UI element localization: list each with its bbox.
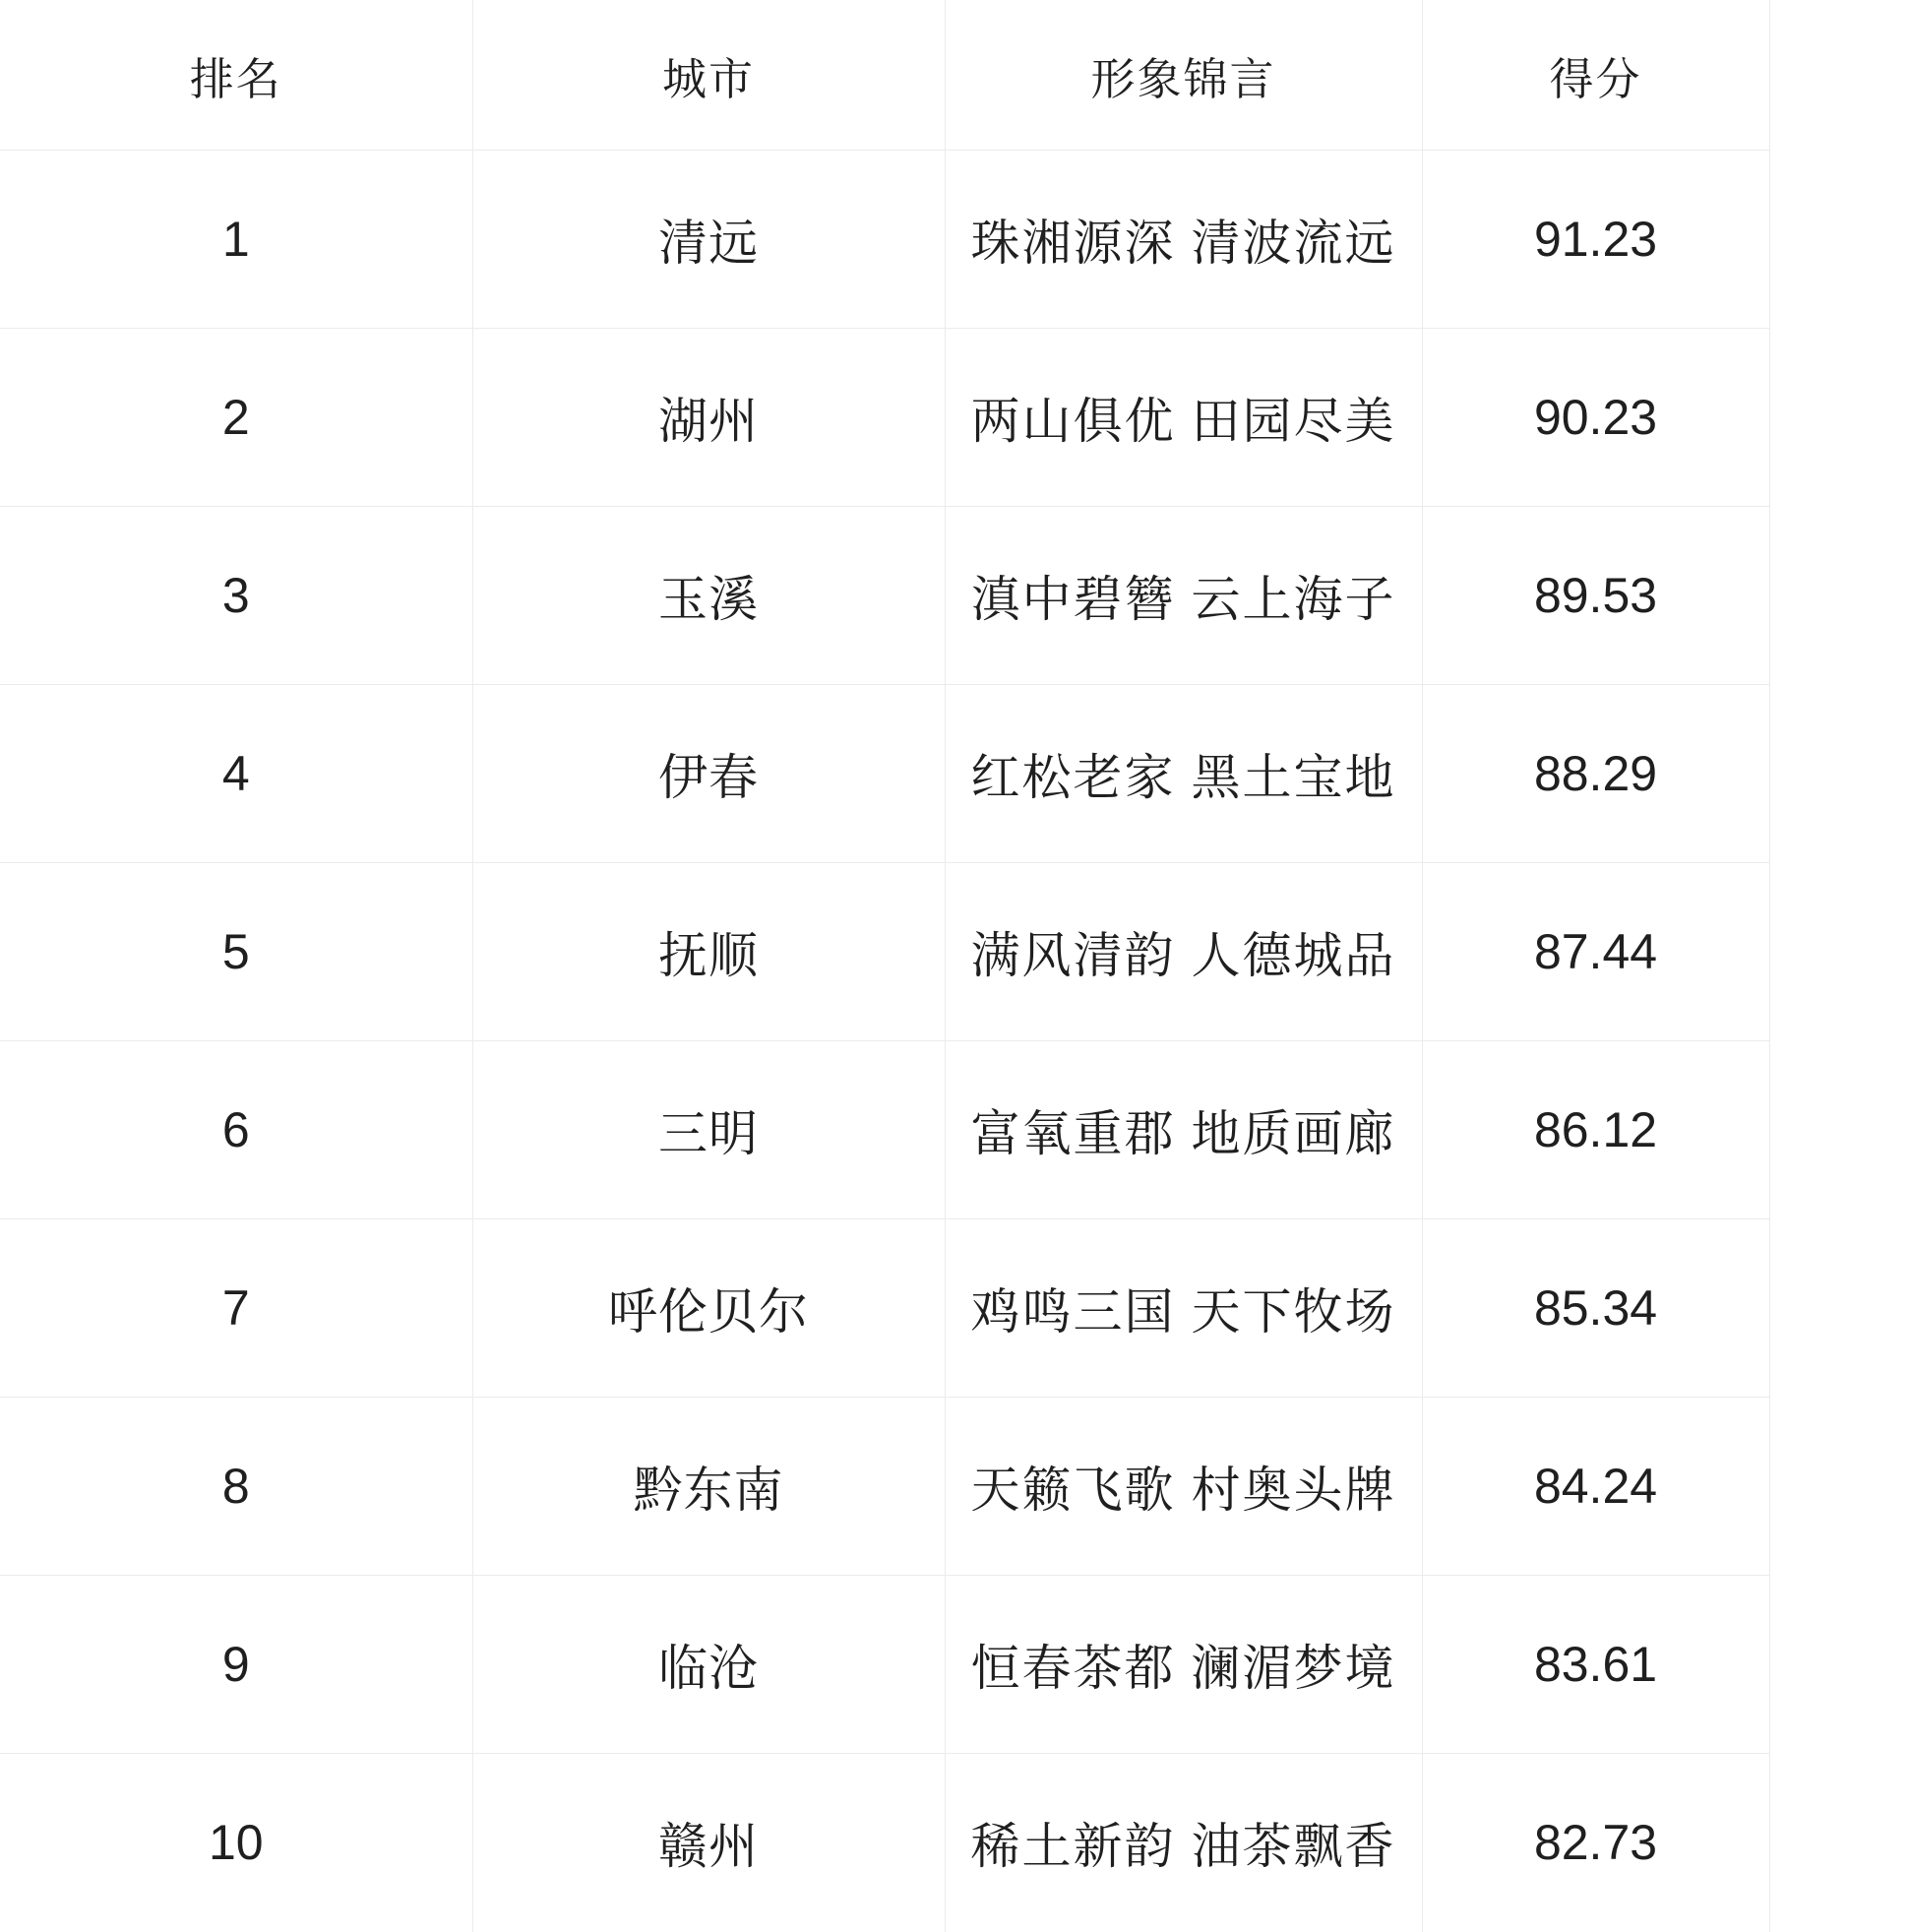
cell-city: 抚顺 <box>472 863 945 1041</box>
table-row <box>0 1398 1769 1576</box>
table-row <box>0 1754 1769 1932</box>
table-header <box>0 0 1769 151</box>
cell-rank: 9 <box>0 1576 472 1754</box>
table-row <box>0 1576 1769 1754</box>
cell-score: 91.23 <box>1422 151 1769 329</box>
cell-city: 玉溪 <box>472 507 945 685</box>
cell-rank: 4 <box>0 685 472 863</box>
table-row <box>0 1041 1769 1219</box>
cell-city: 伊春 <box>472 685 945 863</box>
table-row <box>0 507 1769 685</box>
cell-motto: 稀土新韵 油茶飘香 <box>945 1754 1422 1932</box>
cell-motto: 珠湘源深 清波流远 <box>945 151 1422 329</box>
cell-motto: 红松老家 黑土宝地 <box>945 685 1422 863</box>
column-header-motto: 形象锦言 <box>945 0 1422 151</box>
cell-city: 呼伦贝尔 <box>472 1219 945 1398</box>
cell-city: 赣州 <box>472 1754 945 1932</box>
cell-rank: 5 <box>0 863 472 1041</box>
cell-score: 82.73 <box>1422 1754 1769 1932</box>
cell-rank: 8 <box>0 1398 472 1576</box>
cell-score: 86.12 <box>1422 1041 1769 1219</box>
cell-rank: 6 <box>0 1041 472 1219</box>
cell-motto: 两山俱优 田园尽美 <box>945 329 1422 507</box>
table-row <box>0 1219 1769 1398</box>
cell-motto: 恒春茶都 澜湄梦境 <box>945 1576 1422 1754</box>
cell-score: 84.24 <box>1422 1398 1769 1576</box>
table-row <box>0 329 1769 507</box>
cell-rank: 7 <box>0 1219 472 1398</box>
table-row <box>0 151 1769 329</box>
cell-motto: 滇中碧簪 云上海子 <box>945 507 1422 685</box>
cell-rank: 2 <box>0 329 472 507</box>
column-header-city: 城市 <box>472 0 945 151</box>
cell-motto: 鸡鸣三国 天下牧场 <box>945 1219 1422 1398</box>
cell-rank: 3 <box>0 507 472 685</box>
table-header-row <box>0 0 1769 151</box>
cell-score: 90.23 <box>1422 329 1769 507</box>
cell-city: 黔东南 <box>472 1398 945 1576</box>
cell-score: 88.29 <box>1422 685 1769 863</box>
column-header-score: 得分 <box>1422 0 1769 151</box>
column-header-rank: 排名 <box>0 0 472 151</box>
table-body <box>0 151 1769 1932</box>
cell-city: 临沧 <box>472 1576 945 1754</box>
cell-city: 三明 <box>472 1041 945 1219</box>
table-row <box>0 863 1769 1041</box>
cell-motto: 满风清韵 人德城品 <box>945 863 1422 1041</box>
cell-city: 清远 <box>472 151 945 329</box>
cell-score: 83.61 <box>1422 1576 1769 1754</box>
cell-rank: 1 <box>0 151 472 329</box>
cell-motto: 天籁飞歌 村奥头牌 <box>945 1398 1422 1576</box>
table-row <box>0 685 1769 863</box>
cell-motto: 富氧重郡 地质画廊 <box>945 1041 1422 1219</box>
cell-rank: 10 <box>0 1754 472 1932</box>
cell-score: 85.34 <box>1422 1219 1769 1398</box>
cell-score: 89.53 <box>1422 507 1769 685</box>
cell-city: 湖州 <box>472 329 945 507</box>
cell-score: 87.44 <box>1422 863 1769 1041</box>
